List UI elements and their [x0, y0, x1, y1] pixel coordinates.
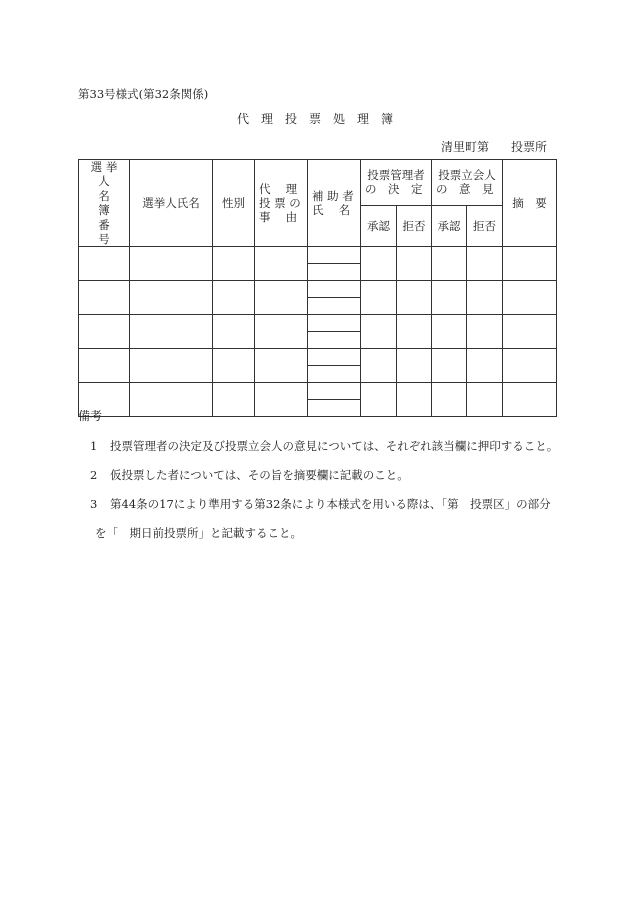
header-register-number: 選 挙 人 名 簿 番 号	[79, 160, 130, 247]
cell-manager-approve[interactable]	[361, 383, 397, 417]
note-item-3-continued: を「 期日前投票所」と記載すること。	[95, 526, 302, 540]
cell-voter-name[interactable]	[130, 349, 213, 383]
cell-witness-approve[interactable]	[432, 315, 467, 349]
cell-register-number[interactable]	[79, 247, 130, 281]
cell-remarks[interactable]	[503, 247, 557, 281]
cell-voter-name[interactable]	[130, 247, 213, 281]
station-prefix: 清里町第	[441, 140, 490, 154]
cell-proxy-reason[interactable]	[255, 383, 308, 417]
header-manager-approve: 承認	[361, 205, 397, 247]
cell-witness-reject[interactable]	[467, 349, 503, 383]
table-row	[79, 247, 557, 264]
cell-witness-reject[interactable]	[467, 383, 503, 417]
cell-witness-approve[interactable]	[432, 383, 467, 417]
header-sex: 性別	[213, 160, 255, 247]
cell-manager-approve[interactable]	[361, 315, 397, 349]
note-item-1: 1 投票管理者の決定及び投票立会人の意見については、それぞれ該当欄に押印すること。	[90, 439, 559, 453]
cell-register-number[interactable]	[79, 281, 130, 315]
cell-assistant-1[interactable]	[308, 281, 361, 298]
cell-voter-name[interactable]	[130, 281, 213, 315]
table-row	[79, 315, 557, 332]
cell-register-number[interactable]	[79, 349, 130, 383]
table-row	[79, 383, 557, 400]
table-row	[79, 349, 557, 366]
table-row	[79, 281, 557, 298]
header-witness-approve: 承認	[432, 205, 467, 247]
cell-proxy-reason[interactable]	[255, 349, 308, 383]
note-item-3: 3 第44条の17により準用する第32条により本様式を用いる際は、「第 投票区」の部分	[90, 497, 551, 511]
cell-assistant-2[interactable]	[308, 332, 361, 349]
cell-witness-reject[interactable]	[467, 281, 503, 315]
header-manager-decision: 投票管理者 の 決 定	[361, 160, 432, 206]
cell-manager-reject[interactable]	[397, 247, 432, 281]
cell-witness-approve[interactable]	[432, 247, 467, 281]
form-number: 第33号様式(第32条関係)	[78, 87, 209, 101]
header-proxy-reason: 代 理 投 票 の 事 由	[255, 160, 308, 247]
header-witness-reject: 拒否	[467, 205, 503, 247]
cell-sex[interactable]	[213, 281, 255, 315]
cell-manager-reject[interactable]	[397, 349, 432, 383]
cell-assistant-1[interactable]	[308, 383, 361, 400]
cell-remarks[interactable]	[503, 349, 557, 383]
cell-assistant-1[interactable]	[308, 315, 361, 332]
cell-manager-reject[interactable]	[397, 315, 432, 349]
cell-assistant-2[interactable]	[308, 400, 361, 417]
cell-assistant-2[interactable]	[308, 366, 361, 383]
cell-witness-approve[interactable]	[432, 281, 467, 315]
cell-manager-approve[interactable]	[361, 281, 397, 315]
cell-proxy-reason[interactable]	[255, 281, 308, 315]
cell-manager-approve[interactable]	[361, 349, 397, 383]
cell-remarks[interactable]	[503, 281, 557, 315]
cell-manager-approve[interactable]	[361, 247, 397, 281]
cell-witness-approve[interactable]	[432, 349, 467, 383]
cell-witness-reject[interactable]	[467, 247, 503, 281]
cell-assistant-2[interactable]	[308, 298, 361, 315]
cell-assistant-1[interactable]	[308, 349, 361, 366]
polling-station-label	[441, 138, 547, 155]
header-witness-opinion: 投票立会人 の 意 見	[432, 160, 503, 206]
header-remarks: 摘 要	[503, 160, 557, 247]
cell-sex[interactable]	[213, 383, 255, 417]
header-assistant-name: 補 助 者 氏 名	[308, 160, 361, 247]
header-manager-reject: 拒否	[397, 205, 432, 247]
notes-heading: 備考	[78, 409, 103, 423]
cell-voter-name[interactable]	[130, 315, 213, 349]
table-header-row-1	[79, 160, 557, 206]
cell-manager-reject[interactable]	[397, 281, 432, 315]
cell-sex[interactable]	[213, 315, 255, 349]
cell-assistant-2[interactable]	[308, 264, 361, 281]
header-voter-name: 選挙人氏名	[130, 160, 213, 247]
cell-sex[interactable]	[213, 349, 255, 383]
note-item-2: 2 仮投票した者については、その旨を摘要欄に記載のこと。	[90, 468, 409, 482]
cell-remarks[interactable]	[503, 315, 557, 349]
cell-witness-reject[interactable]	[467, 315, 503, 349]
station-suffix: 投票所	[511, 140, 548, 154]
cell-remarks[interactable]	[503, 383, 557, 417]
cell-voter-name[interactable]	[130, 383, 213, 417]
cell-sex[interactable]	[213, 247, 255, 281]
proxy-vote-ledger-table	[78, 159, 557, 417]
document-title: 代 理 投 票 処 理 簿	[236, 112, 393, 126]
cell-proxy-reason[interactable]	[255, 315, 308, 349]
cell-register-number[interactable]	[79, 315, 130, 349]
cell-proxy-reason[interactable]	[255, 247, 308, 281]
cell-assistant-1[interactable]	[308, 247, 361, 264]
cell-manager-reject[interactable]	[397, 383, 432, 417]
